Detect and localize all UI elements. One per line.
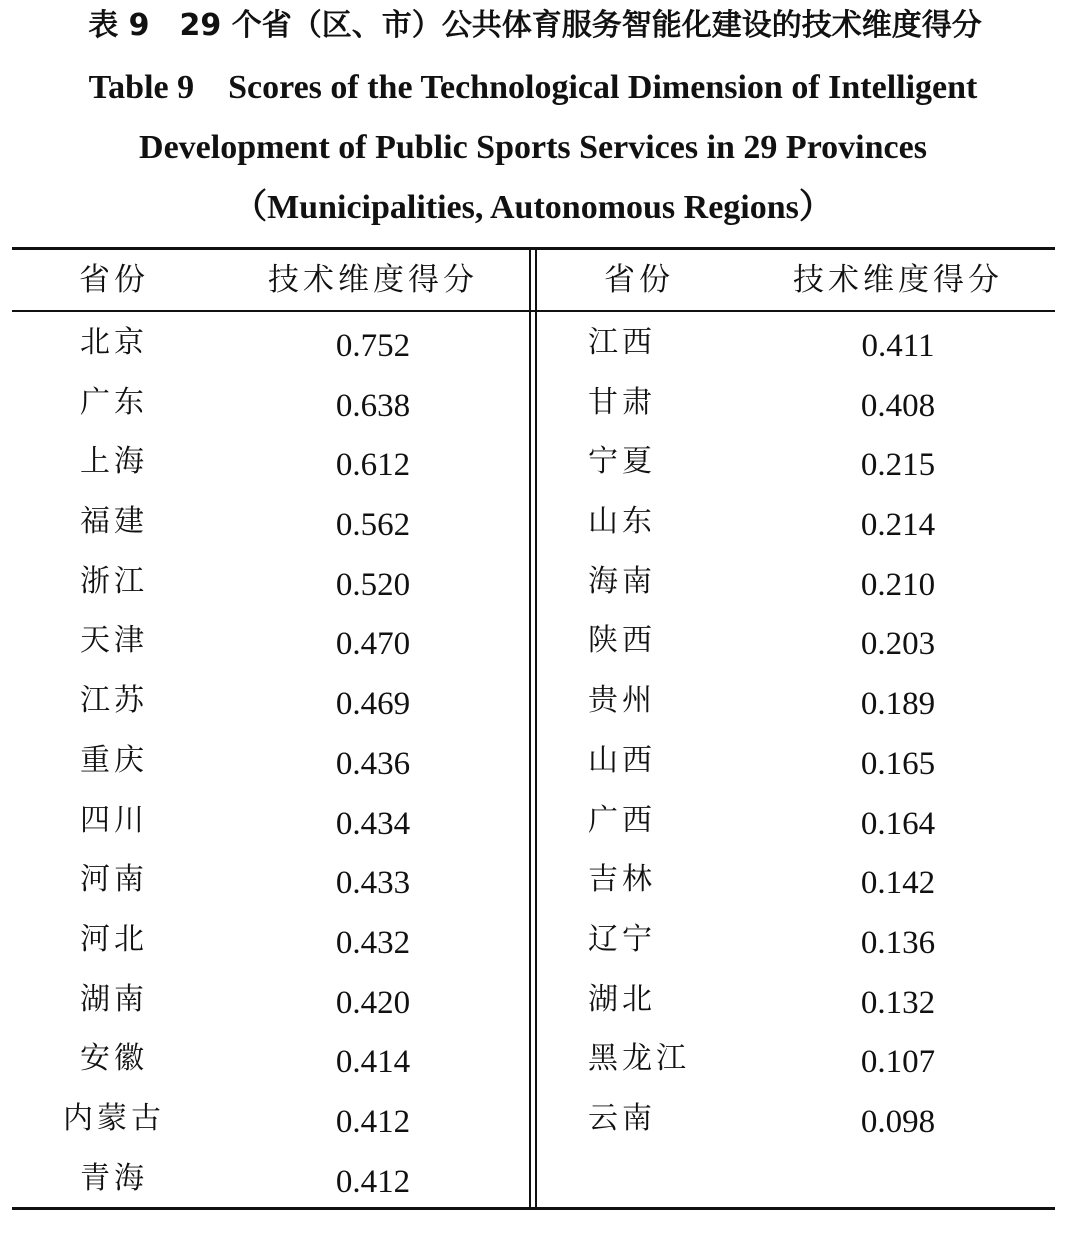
table-row: [12, 1089, 529, 1149]
tech-score: 0.210: [860, 566, 936, 603]
province-name: 天津: [80, 623, 148, 659]
table-row: [12, 1149, 529, 1209]
header-province: 省份: [604, 262, 674, 298]
table-left-half: [12, 250, 529, 1200]
tech-score: 0.420: [335, 984, 411, 1021]
province-name: 江苏: [80, 683, 148, 719]
tech-score: 0.752: [335, 328, 411, 364]
table-row: [12, 373, 529, 433]
table-title-english-line-2: Development of Public Sports Services in 29 Provinces: [139, 129, 927, 166]
table-row: [12, 611, 529, 671]
tech-score: 0.411: [861, 328, 935, 364]
table-row: [537, 850, 1055, 910]
table-row: [537, 791, 1055, 851]
table-right-body: [537, 313, 1055, 1149]
tech-score: 0.215: [860, 447, 936, 484]
header-score: 技术维度得分: [268, 262, 478, 298]
table-row: [12, 791, 529, 851]
table-row: [537, 432, 1055, 492]
table-row: [537, 492, 1055, 552]
province-name: 福建: [80, 504, 148, 540]
province-name: 山西: [588, 742, 656, 778]
province-name: 浙江: [80, 563, 148, 599]
table-row: [537, 910, 1055, 970]
province-name: 青海: [80, 1160, 148, 1196]
province-name: 安徽: [80, 1041, 148, 1077]
province-name: 黑龙江: [588, 1041, 690, 1077]
province-name: 云南: [588, 1100, 656, 1136]
province-name: 北京: [80, 325, 148, 360]
table-row: [537, 611, 1055, 671]
table-title-english-line-1: Table 9 Scores of the Technological Dimension of Intelligent: [88, 69, 978, 106]
tech-score: 0.434: [335, 805, 411, 842]
tech-score: 0.470: [335, 626, 411, 663]
tech-score: 0.136: [860, 924, 936, 961]
province-name: 内蒙古: [63, 1100, 165, 1136]
table-right-half: [537, 250, 1055, 1140]
province-name: 上海: [80, 444, 148, 480]
table-divider-left: [529, 249, 531, 1208]
province-name: 辽宁: [588, 921, 656, 957]
province-name: 宁夏: [588, 444, 656, 480]
table-row: [12, 731, 529, 791]
province-name: 广西: [588, 802, 656, 838]
table-row: [12, 492, 529, 552]
table-row: [537, 731, 1055, 791]
table-row: [12, 671, 529, 731]
province-name: 重庆: [80, 742, 148, 778]
province-name: 江西: [588, 325, 656, 360]
tech-score: 0.142: [860, 865, 936, 902]
table-header-row: [537, 250, 1055, 310]
table-left-body: [12, 313, 529, 1208]
tech-score: 0.164: [860, 805, 936, 842]
tech-score: 0.132: [860, 984, 936, 1021]
province-name: 广东: [80, 384, 148, 420]
province-name: 吉林: [588, 862, 656, 898]
province-name: 山东: [588, 504, 656, 540]
table-row: [537, 1089, 1055, 1149]
tech-score: 0.432: [335, 924, 411, 961]
province-name: 湖北: [588, 981, 656, 1017]
tech-score: 0.612: [335, 447, 411, 484]
tech-score: 0.412: [335, 1163, 411, 1200]
tech-score: 0.203: [860, 626, 936, 663]
table-row: [12, 552, 529, 612]
table-header-row: [12, 250, 529, 310]
tech-score: 0.433: [335, 865, 411, 902]
table-row: [12, 850, 529, 910]
header-score: 技术维度得分: [793, 262, 1003, 298]
tech-score: 0.412: [335, 1103, 411, 1140]
table-row: [12, 432, 529, 492]
table-row: [537, 313, 1055, 373]
province-name: 贵州: [588, 683, 656, 719]
tech-score: 0.414: [335, 1044, 411, 1081]
table-title-chinese: 表 9 29 个省（区、市）公共体育服务智能化建设的技术维度得分: [88, 8, 982, 43]
tech-score: 0.520: [335, 566, 411, 603]
tech-score: 0.214: [860, 507, 936, 544]
table-title-english-line-3: （Municipalities, Autonomous Regions）: [233, 189, 833, 226]
province-name: 四川: [80, 802, 148, 838]
table-row: [12, 313, 529, 373]
tech-score: 0.562: [335, 507, 411, 544]
header-province: 省份: [79, 262, 149, 298]
province-name: 甘肃: [588, 384, 656, 420]
tech-score: 0.638: [335, 387, 411, 424]
table-header-rule: [12, 310, 1055, 312]
table-row: [537, 552, 1055, 612]
table-row: [537, 1029, 1055, 1089]
tech-score: 0.107: [860, 1044, 936, 1081]
tech-score: 0.098: [860, 1103, 936, 1140]
table-row: [537, 671, 1055, 731]
table-row: [12, 970, 529, 1030]
province-name: 湖南: [80, 981, 148, 1017]
tech-score: 0.436: [335, 745, 411, 782]
tech-score: 0.408: [860, 387, 936, 424]
table-row: [537, 970, 1055, 1030]
tech-score: 0.469: [335, 686, 411, 723]
province-name: 海南: [588, 563, 656, 599]
province-name: 河南: [80, 862, 148, 898]
table-row: [12, 1029, 529, 1089]
province-name: 陕西: [588, 623, 656, 659]
tech-score: 0.165: [860, 745, 936, 782]
table-row: [537, 373, 1055, 433]
table-row: [12, 910, 529, 970]
tech-score: 0.189: [860, 686, 936, 723]
province-name: 河北: [80, 921, 148, 957]
